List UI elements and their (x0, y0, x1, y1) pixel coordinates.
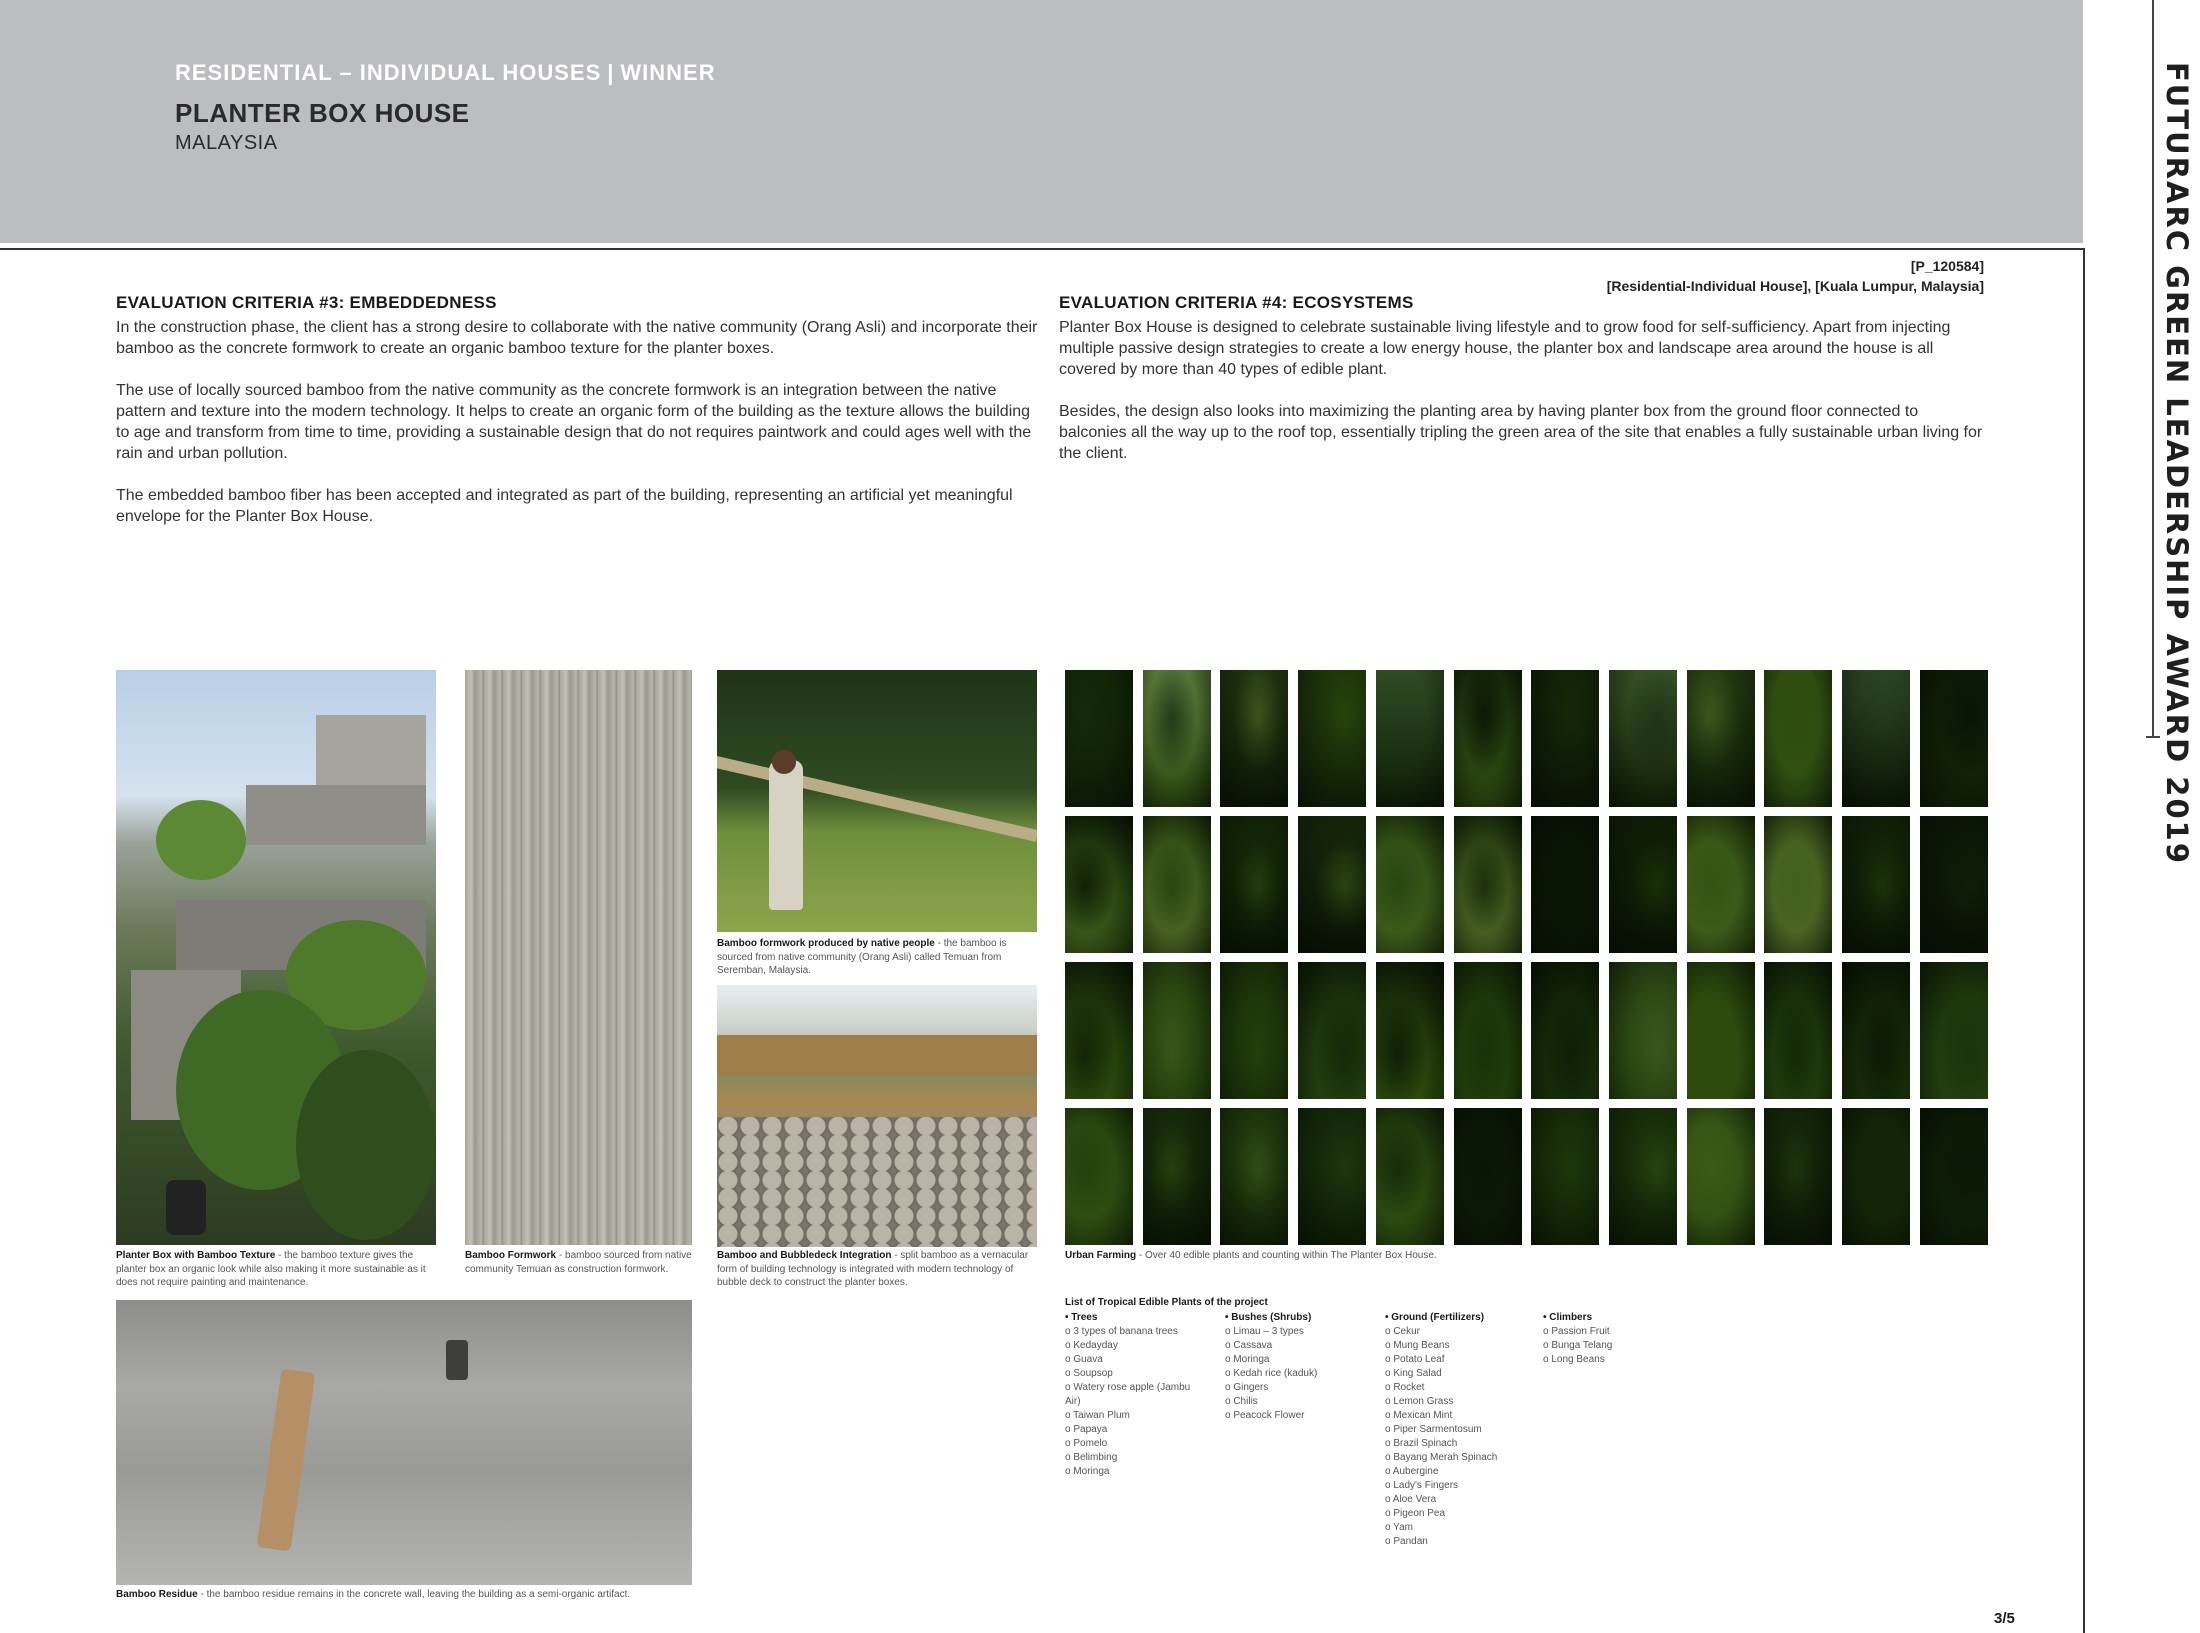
caption-residue-title: Bamboo Residue (116, 1589, 198, 1600)
project-title: PLANTER BOX HOUSE (175, 98, 470, 128)
plant-photo-tile (1687, 1108, 1755, 1245)
plant-list-item: o Moringa (1065, 1466, 1110, 1477)
plant-photo-tile (1531, 1108, 1599, 1245)
plant-photo-tile (1842, 962, 1910, 1099)
plant-list-item: o Belimbing (1065, 1452, 1118, 1463)
caption-formwork (465, 1249, 692, 1276)
photo-planter-block (246, 785, 426, 845)
trees-heading: • Trees (1065, 1312, 1098, 1323)
plant-list-item: o Pandan (1385, 1536, 1428, 1547)
criteria-4-paragraph-2: Besides, the design also looks into maximizing the planting area by having planter box from the ground floor connected to balconies all the way up to the roof top, essentially tripling the green area of the site that enables a fully sustainable urban living for the client. (1059, 403, 1983, 462)
plant-list-item: Air) (1065, 1396, 1081, 1407)
criteria-3-title: EVALUATION CRITERIA #3: EMBEDDEDNESS (116, 293, 497, 312)
plant-photo-tile (1376, 1108, 1444, 1245)
plant-photo-tile (1454, 670, 1522, 807)
plant-photo-tile (1764, 962, 1832, 1099)
criteria-3-paragraph-1: In the construction phase, the client has a strong desire to collaborate with the native community (Orang Asli) and incorporate their bamboo as the concrete formwork to create an organic bamboo texture for the planter boxes. (116, 319, 1038, 357)
plant-list-item: o Soupsop (1065, 1368, 1113, 1379)
plant-list-item: o Bayang Merah Spinach (1385, 1452, 1498, 1463)
plant-photo-tile (1454, 1108, 1522, 1245)
plant-list-item: o Aloe Vera (1385, 1494, 1437, 1505)
plant-photo-tile (1220, 670, 1288, 807)
caption-urban-text: - Over 40 edible plants and counting within The Planter Box House. (1136, 1250, 1437, 1261)
plant-list-item: o Passion Fruit (1543, 1326, 1610, 1337)
plant-photo-tile (1920, 670, 1988, 807)
plant-photo-tile (1376, 670, 1444, 807)
plant-list-heading: List of Tropical Edible Plants of the project (1065, 1297, 1268, 1308)
project-country: MALAYSIA (175, 132, 278, 154)
plant-photo-tile (1609, 1108, 1677, 1245)
side-rule-tick (2146, 736, 2160, 738)
plant-photo-tile (1143, 1108, 1211, 1245)
photo-bamboo-wall (717, 1035, 1037, 1075)
plant-photo-tile (1920, 962, 1988, 1099)
plant-list-item: o Lady's Fingers (1385, 1480, 1459, 1491)
plant-photo-tile (1920, 1108, 1988, 1245)
header-banner (0, 0, 2083, 243)
caption-native (717, 937, 1037, 978)
criteria-4-section (1059, 293, 1989, 485)
caption-native-title: Bamboo formwork produced by native people (717, 938, 935, 949)
criteria-3-paragraph-3: The embedded bamboo fiber has been accepted and integrated as part of the building, representing an artificial yet meaningful envelope for the Planter Box House. (116, 487, 1013, 525)
plant-list-item: o Moringa (1225, 1354, 1270, 1365)
bamboo-residue-photo (116, 1300, 692, 1585)
caption-urban-farming (1065, 1249, 1985, 1263)
plant-list-item: o Cassava (1225, 1340, 1273, 1351)
plant-photo-tile (1143, 816, 1211, 953)
plant-photo-tile (1065, 962, 1133, 1099)
planter-box-photo (116, 670, 436, 1245)
photo-bubbledeck-grid (717, 1117, 1037, 1247)
plant-photo-tile (1065, 670, 1133, 807)
plant-photo-tile (1454, 816, 1522, 953)
plant-photo-tile (1298, 1108, 1366, 1245)
caption-formwork-title: Bamboo Formwork (465, 1250, 557, 1261)
plant-photo-tile (1065, 1108, 1133, 1245)
plant-list-item: o Pigeon Pea (1385, 1508, 1446, 1519)
plant-list-item: o Yam (1385, 1522, 1413, 1533)
plant-photo-tile (1531, 670, 1599, 807)
caption-formwork-text: - bamboo sourced from native community Temuan as construction formwork. (465, 1250, 692, 1275)
plant-list-title (1065, 1296, 1268, 1310)
plant-list-item: o Chilis (1225, 1396, 1258, 1407)
plant-photo-tile (1842, 1108, 1910, 1245)
caption-residue (116, 1588, 716, 1602)
plant-photo-tile (1531, 816, 1599, 953)
plant-list-item: o Guava (1065, 1354, 1103, 1365)
plant-list-item: o Mexican Mint (1385, 1410, 1453, 1421)
plant-list-item: o Lemon Grass (1385, 1396, 1454, 1407)
plant-photo-tile (1143, 962, 1211, 1099)
plant-photo-tile (1609, 816, 1677, 953)
plant-photo-tile (1764, 1108, 1832, 1245)
plant-list-item: o Peacock Flower (1225, 1410, 1305, 1421)
plant-photo-tile (1687, 816, 1755, 953)
ground-heading: • Ground (Fertilizers) (1385, 1312, 1485, 1323)
plant-list-item: o Watery rose apple (Jambu (1065, 1382, 1191, 1393)
plant-photo-tile (1609, 962, 1677, 1099)
page-number: 3/5 (1994, 1610, 2015, 1627)
plant-photo-tile (1220, 816, 1288, 953)
caption-native-text: - the bamboo is sourced from native community (Orang Asli) called Temuan from Seremban, Malaysia. (717, 938, 1007, 976)
plant-list-item: o Taiwan Plum (1065, 1410, 1130, 1421)
plant-photo-tile (1687, 962, 1755, 1099)
plant-list-item: o Aubergine (1385, 1466, 1439, 1477)
photo-foliage (296, 1050, 436, 1240)
plant-list-item: o Piper Sarmentosum (1385, 1424, 1482, 1435)
plant-list-ground (1385, 1311, 1525, 1549)
photo-residue-stain (257, 1369, 316, 1552)
side-rule (2152, 0, 2154, 738)
photo-foliage (156, 800, 246, 880)
plant-list-item: o Bunga Telang (1543, 1340, 1613, 1351)
category-line (175, 60, 716, 86)
plant-photo-tile (1376, 816, 1444, 953)
trees-items (1065, 1325, 1205, 1479)
plant-photo-tile (1454, 962, 1522, 1099)
plant-list-item: o Cekur (1385, 1326, 1421, 1337)
caption-planter-box (116, 1249, 436, 1290)
plant-list-item: o 3 types of banana trees (1065, 1326, 1178, 1337)
plant-photo-tile (1531, 962, 1599, 1099)
plant-list-item: o King Salad (1385, 1368, 1442, 1379)
caption-bubbledeck (717, 1249, 1037, 1290)
bushes-items (1225, 1325, 1365, 1423)
criteria-3-section (116, 293, 1046, 548)
plant-photo-tile (1842, 816, 1910, 953)
caption-urban-title: Urban Farming (1065, 1250, 1137, 1261)
plant-photo-tile (1298, 816, 1366, 953)
photo-person-head (772, 750, 796, 774)
plant-list-item: o Kedayday (1065, 1340, 1118, 1351)
plant-photo-tile (1842, 670, 1910, 807)
category-separator: | (607, 60, 615, 85)
ground-items (1385, 1325, 1525, 1549)
bubbledeck-photo (717, 985, 1037, 1247)
caption-residue-text: - the bamboo residue remains in the concrete wall, leaving the building as a semi-organic artifact. (197, 1589, 631, 1600)
caption-bubbledeck-text: - split bamboo as a vernacular form of building technology is integrated with modern technology of bubble deck to construct the planter boxes. (717, 1250, 1029, 1288)
caption-planter-box-title: Planter Box with Bamboo Texture (116, 1250, 276, 1261)
plant-photo-tile (1764, 670, 1832, 807)
plant-photo-tile (1220, 962, 1288, 1099)
plant-list-item: o Pomelo (1065, 1438, 1108, 1449)
plant-list-item: o Mung Beans (1385, 1340, 1450, 1351)
criteria-3-paragraph-2: The use of locally sourced bamboo from the native community as the concrete formwork is an integration between the native pattern and texture into the modern technology. It helps to create an organic form of the building as the texture allows the building to age and transform from time to time, providing a sustainable design that do not requires paintwork and could ages well with the rain and urban pollution. (116, 382, 1032, 462)
plant-photo-tile (1376, 962, 1444, 1099)
photo-bamboo-pole (717, 756, 1037, 842)
caption-bubbledeck-title: Bamboo and Bubbledeck Integration (717, 1250, 892, 1261)
bamboo-formwork-photo (465, 670, 692, 1245)
photo-pot (166, 1180, 206, 1235)
plant-list-item: o Papaya (1065, 1424, 1108, 1435)
plant-list-item: o Limau – 3 types (1225, 1326, 1304, 1337)
project-meta: [Residential-Individual House], [Kuala Lumpur, Malaysia] (1606, 278, 1984, 294)
plant-list-climbers (1543, 1311, 1683, 1367)
photo-wall-hole (446, 1340, 468, 1380)
plant-list-item: o Potato Leaf (1385, 1354, 1445, 1365)
plant-photo-tile (1920, 816, 1988, 953)
photo-planter-block (316, 715, 426, 785)
project-id-block (1607, 256, 1984, 296)
award-label: WINNER (620, 60, 716, 85)
plant-list-item: o Rocket (1385, 1382, 1425, 1393)
plant-list-bushes (1225, 1311, 1365, 1423)
plant-list-item: o Brazil Spinach (1385, 1438, 1458, 1449)
plant-photo-tile (1764, 816, 1832, 953)
bushes-heading: • Bushes (Shrubs) (1225, 1312, 1312, 1323)
plant-list-item: o Gingers (1225, 1382, 1269, 1393)
plant-photo-tile (1220, 1108, 1288, 1245)
plant-photo-tile (1143, 670, 1211, 807)
plant-photo-tile (1298, 962, 1366, 1099)
climbers-items (1543, 1325, 1683, 1367)
native-people-photo (717, 670, 1037, 932)
plant-photo-tile (1609, 670, 1677, 807)
plant-photo-tile (1298, 670, 1366, 807)
photo-person (769, 760, 803, 910)
plant-photo-tile (1065, 816, 1133, 953)
plant-list-item: o Kedah rice (kaduk) (1225, 1368, 1318, 1379)
plant-list-item: o Long Beans (1543, 1354, 1605, 1365)
project-id: [P_120584] (1910, 258, 1984, 274)
award-side-title: FUTURARC GREEN LEADERSHIP AWARD 2019 (2160, 62, 2194, 866)
criteria-4-paragraph-1: Planter Box House is designed to celebrate sustainable living lifestyle and to grow food for self-sufficiency. Apart from injecting multiple passive design strategies to create a low energy house, the planter box and landscape area around the house is all covered by more than 40 types of edible plant. (1059, 319, 1951, 378)
caption-planter-box-text: - the bamboo texture gives the planter box an organic look while also making it more sustainable as it does not require painting and maintenance. (116, 1250, 426, 1288)
criteria-4-title: EVALUATION CRITERIA #4: ECOSYSTEMS (1059, 293, 1414, 312)
climbers-heading: • Climbers (1543, 1312, 1593, 1323)
category-label: RESIDENTIAL – INDIVIDUAL HOUSES (175, 60, 602, 85)
plant-photo-tile (1687, 670, 1755, 807)
plant-list-trees (1065, 1311, 1205, 1479)
